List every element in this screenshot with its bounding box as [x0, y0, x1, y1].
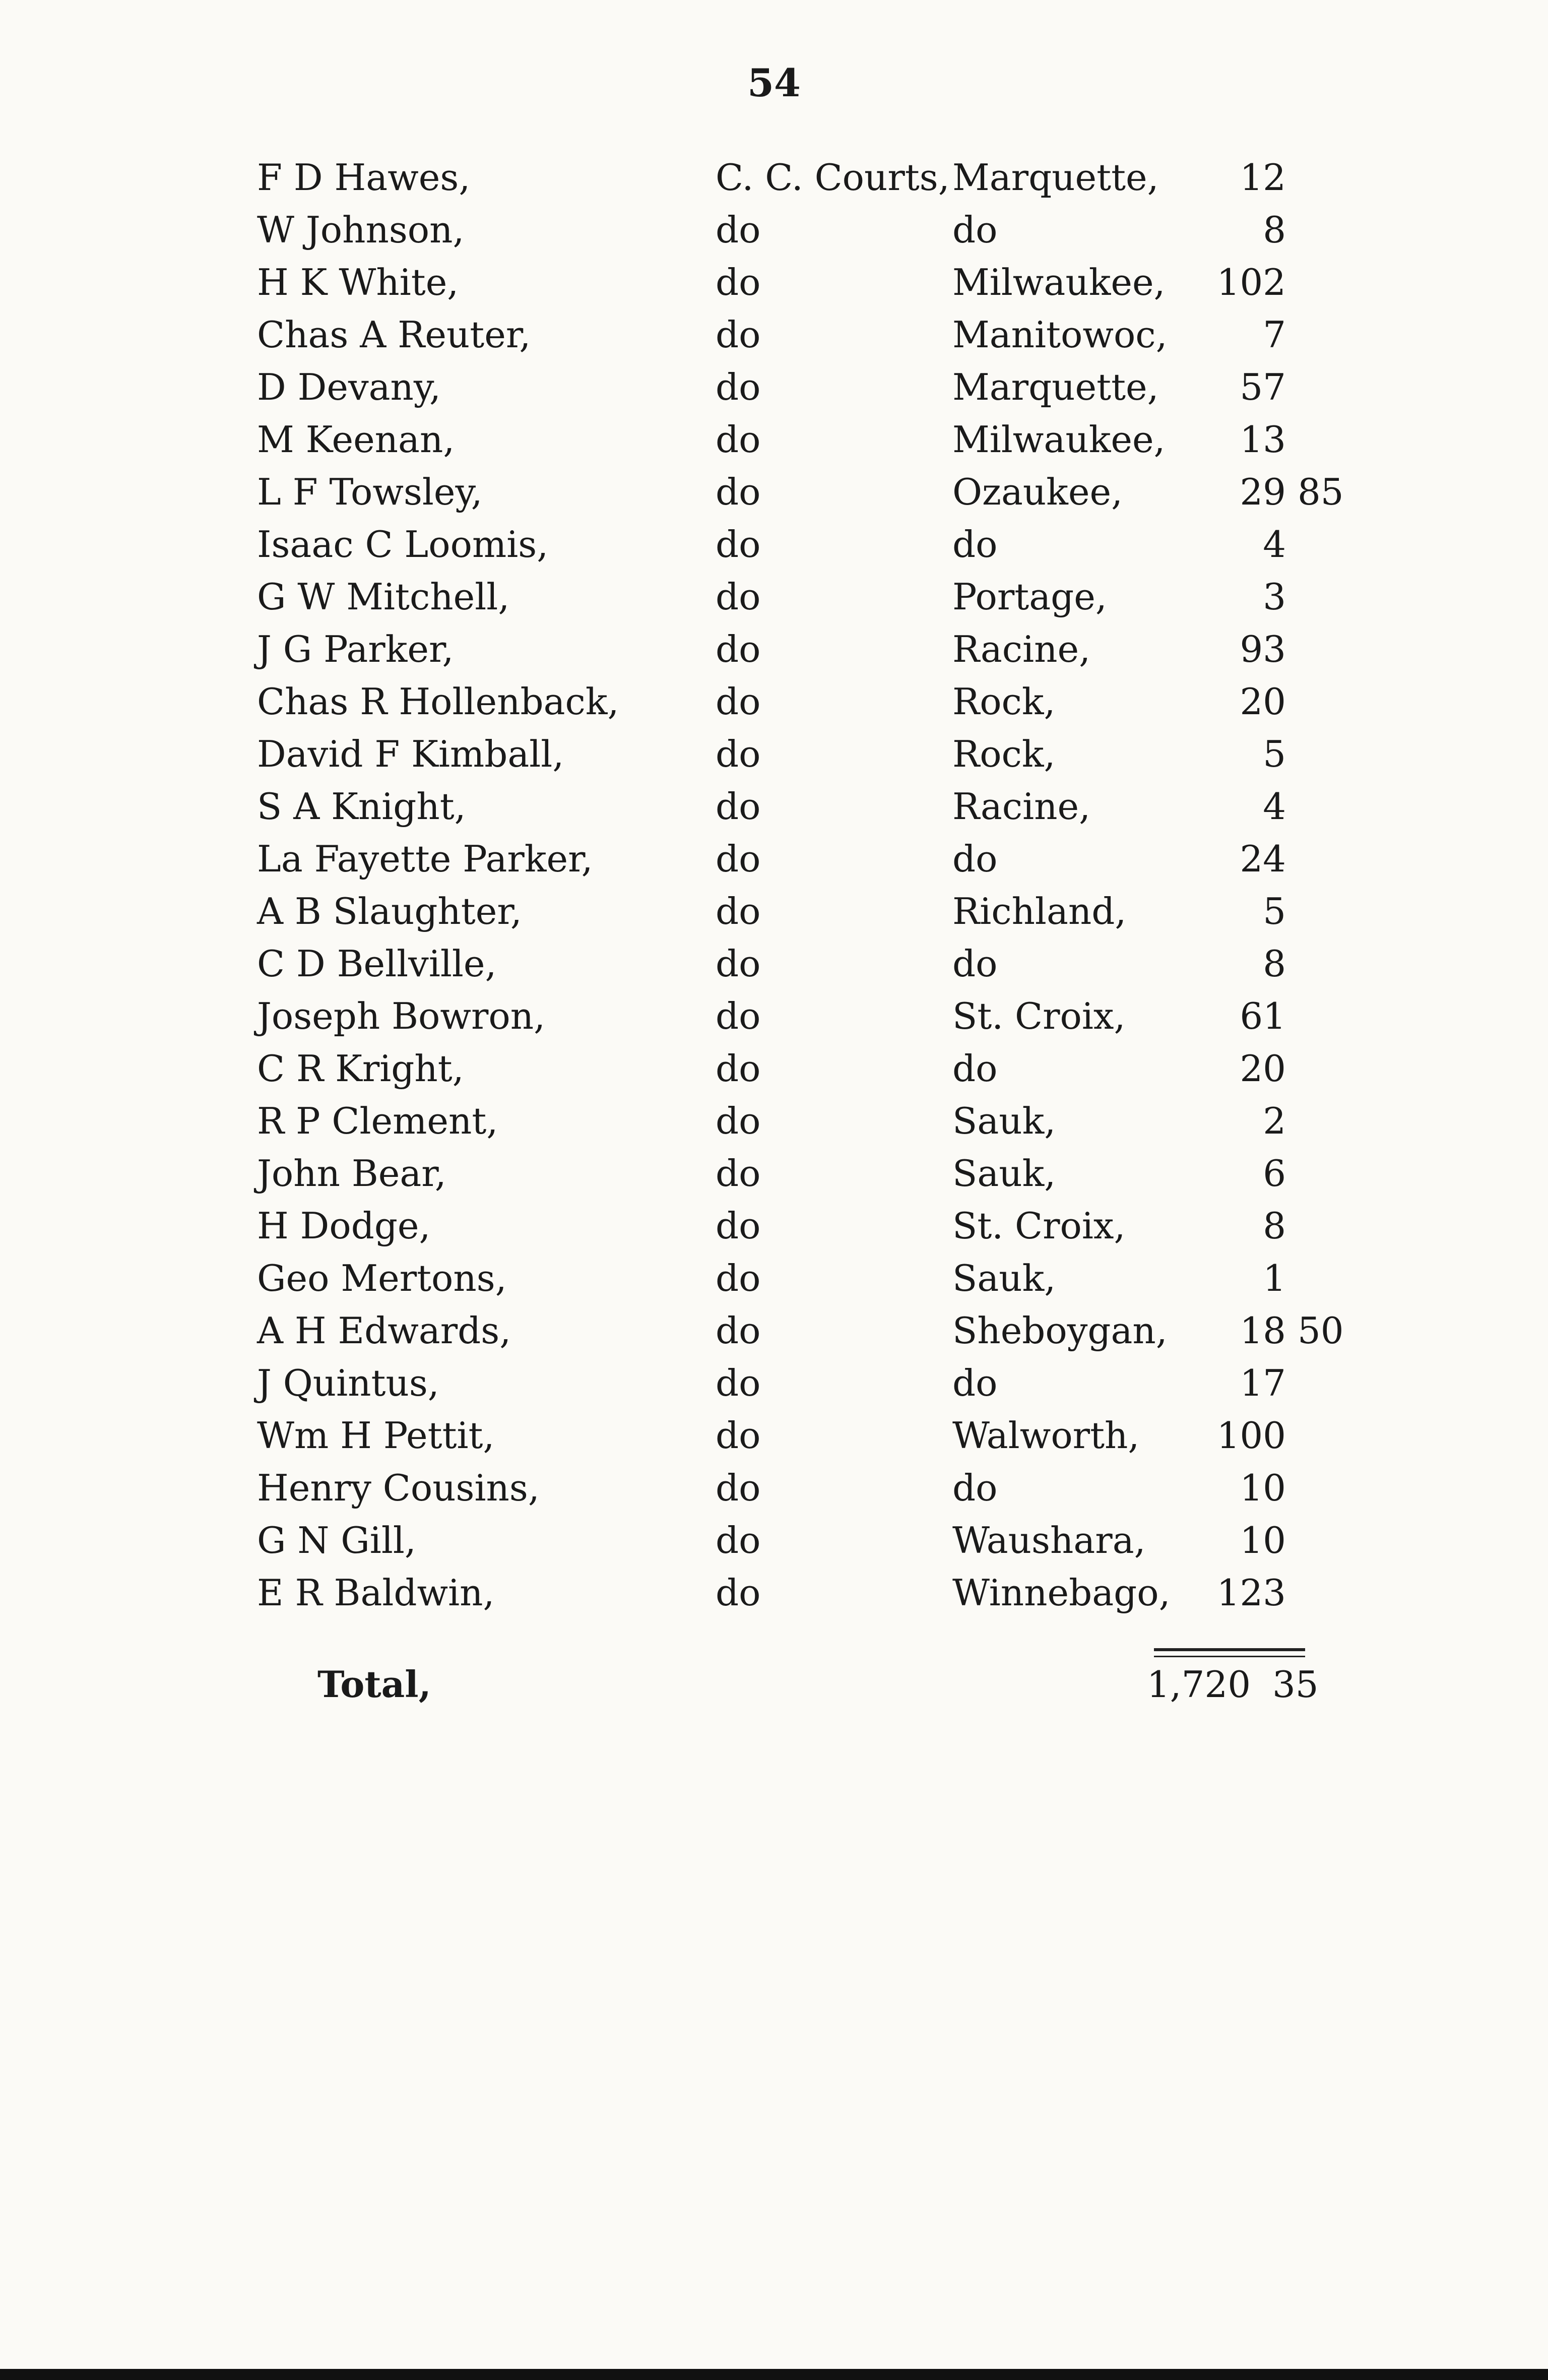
- table-row: [0, 1042, 1548, 1095]
- dollars-cell: 93: [1240, 628, 1286, 670]
- county-cell: Marquette,: [952, 156, 1159, 199]
- table-row: [0, 413, 1548, 466]
- dollars-cell: 29: [1240, 471, 1286, 513]
- dollars-cell: 10: [1240, 1467, 1286, 1509]
- ledger-table: [0, 151, 1548, 1628]
- court-cell: do: [716, 1309, 761, 1352]
- county-cell: Sauk,: [952, 1100, 1056, 1142]
- court-cell: do: [716, 1047, 761, 1090]
- county-cell: do: [952, 1047, 998, 1090]
- table-row: [0, 1304, 1548, 1357]
- dollars-cell: 20: [1240, 1047, 1286, 1090]
- county-cell: Portage,: [952, 576, 1107, 618]
- dollars-cell: 57: [1240, 366, 1286, 408]
- county-cell: Richland,: [952, 890, 1127, 932]
- court-cell: do: [716, 995, 761, 1037]
- name-cell: Wm H Pettit,: [257, 1414, 495, 1457]
- dollars-cell: 7: [1263, 314, 1286, 356]
- table-row: [0, 1514, 1548, 1567]
- table-row: [0, 780, 1548, 833]
- dollars-cell: 61: [1240, 995, 1286, 1037]
- dollars-cell: 123: [1216, 1572, 1286, 1614]
- court-cell: do: [716, 890, 761, 932]
- page-bottom-edge: [0, 2369, 1548, 2380]
- table-row: [0, 1357, 1548, 1409]
- dollars-cell: 8: [1263, 209, 1286, 251]
- name-cell: H Dodge,: [257, 1205, 431, 1247]
- county-cell: St. Croix,: [952, 1205, 1126, 1247]
- name-cell: M Keenan,: [257, 418, 455, 461]
- county-cell: Ozaukee,: [952, 471, 1123, 513]
- table-row: [0, 1147, 1548, 1200]
- table-row: [0, 728, 1548, 780]
- table-row: [0, 937, 1548, 990]
- total-cents: 35: [1272, 1663, 1319, 1706]
- table-row: [0, 990, 1548, 1042]
- table-row: [0, 1462, 1548, 1514]
- court-cell: do: [716, 576, 761, 618]
- county-cell: do: [952, 1467, 998, 1509]
- dollars-cell: 2: [1263, 1100, 1286, 1142]
- court-cell: do: [716, 1519, 761, 1561]
- county-cell: Racine,: [952, 628, 1091, 670]
- name-cell: S A Knight,: [257, 785, 466, 828]
- court-cell: do: [716, 733, 761, 775]
- court-cell: do: [716, 943, 761, 985]
- table-row: [0, 204, 1548, 256]
- table-row: [0, 151, 1548, 204]
- county-cell: St. Croix,: [952, 995, 1126, 1037]
- county-cell: Racine,: [952, 785, 1091, 828]
- table-row: [0, 885, 1548, 937]
- court-cell: do: [716, 628, 761, 670]
- name-cell: John Bear,: [257, 1152, 446, 1195]
- county-cell: Walworth,: [952, 1414, 1140, 1457]
- court-cell: do: [716, 1467, 761, 1509]
- name-cell: G W Mitchell,: [257, 576, 510, 618]
- table-row: [0, 1252, 1548, 1304]
- total-dollars: 1,720: [1146, 1663, 1251, 1706]
- dollars-cell: 20: [1240, 680, 1286, 723]
- dollars-cell: 3: [1263, 576, 1286, 618]
- court-cell: C. C. Courts,: [716, 156, 950, 199]
- dollars-cell: 17: [1240, 1362, 1286, 1404]
- name-cell: H K White,: [257, 261, 459, 303]
- county-cell: Milwaukee,: [952, 261, 1166, 303]
- name-cell: Joseph Bowron,: [257, 995, 546, 1037]
- name-cell: J G Parker,: [257, 628, 454, 670]
- court-cell: do: [716, 1572, 761, 1614]
- county-cell: do: [952, 209, 998, 251]
- table-row: [0, 623, 1548, 675]
- table-row: [0, 308, 1548, 361]
- total-rule: [1154, 1648, 1305, 1651]
- table-row: [0, 1095, 1548, 1147]
- court-cell: do: [716, 366, 761, 408]
- dollars-cell: 102: [1216, 261, 1286, 303]
- county-cell: do: [952, 1362, 998, 1404]
- dollars-cell: 13: [1240, 418, 1286, 461]
- table-row: [0, 675, 1548, 728]
- name-cell: Chas A Reuter,: [257, 314, 531, 356]
- county-cell: do: [952, 838, 998, 880]
- county-cell: Winnebago,: [952, 1572, 1171, 1614]
- court-cell: do: [716, 261, 761, 303]
- table-row: [0, 466, 1548, 518]
- name-cell: L F Towsley,: [257, 471, 483, 513]
- county-cell: Marquette,: [952, 366, 1159, 408]
- dollars-cell: 12: [1240, 156, 1286, 199]
- name-cell: La Fayette Parker,: [257, 838, 593, 880]
- name-cell: A H Edwards,: [257, 1309, 511, 1352]
- name-cell: C D Bellville,: [257, 943, 497, 985]
- court-cell: do: [716, 314, 761, 356]
- name-cell: Isaac C Loomis,: [257, 523, 549, 566]
- county-cell: do: [952, 523, 998, 566]
- page-number: 54: [747, 60, 801, 105]
- name-cell: D Devany,: [257, 366, 441, 408]
- dollars-cell: 8: [1263, 943, 1286, 985]
- name-cell: J Quintus,: [257, 1362, 439, 1404]
- table-row: [0, 361, 1548, 413]
- cents-cell: 85: [1298, 471, 1344, 513]
- name-cell: W Johnson,: [257, 209, 465, 251]
- county-cell: Rock,: [952, 680, 1056, 723]
- name-cell: F D Hawes,: [257, 156, 471, 199]
- court-cell: do: [716, 1362, 761, 1404]
- table-row: [0, 256, 1548, 308]
- total-row: [0, 1658, 1548, 1711]
- court-cell: do: [716, 1100, 761, 1142]
- dollars-cell: 10: [1240, 1519, 1286, 1561]
- court-cell: do: [716, 1414, 761, 1457]
- table-row: [0, 1409, 1548, 1462]
- court-cell: do: [716, 209, 761, 251]
- court-cell: do: [716, 523, 761, 566]
- county-cell: Rock,: [952, 733, 1056, 775]
- cents-cell: 50: [1298, 1309, 1344, 1352]
- table-row: [0, 1567, 1548, 1619]
- court-cell: do: [716, 418, 761, 461]
- dollars-cell: 5: [1263, 733, 1286, 775]
- name-cell: C R Kright,: [257, 1047, 464, 1090]
- dollars-cell: 5: [1263, 890, 1286, 932]
- county-cell: do: [952, 943, 998, 985]
- county-cell: Sauk,: [952, 1257, 1056, 1299]
- table-row: [0, 833, 1548, 885]
- table-row: [0, 518, 1548, 571]
- table-row: [0, 571, 1548, 623]
- court-cell: do: [716, 838, 761, 880]
- name-cell: A B Slaughter,: [257, 890, 522, 932]
- court-cell: do: [716, 1152, 761, 1195]
- dollars-cell: 1: [1263, 1257, 1286, 1299]
- total-label: Total,: [317, 1663, 431, 1706]
- total-rule-thin: [1154, 1656, 1305, 1657]
- county-cell: Milwaukee,: [952, 418, 1166, 461]
- dollars-cell: 6: [1263, 1152, 1286, 1195]
- dollars-cell: 100: [1216, 1414, 1286, 1457]
- county-cell: Sheboygan,: [952, 1309, 1168, 1352]
- name-cell: R P Clement,: [257, 1100, 498, 1142]
- dollars-cell: 18: [1240, 1309, 1286, 1352]
- name-cell: Chas R Hollenback,: [257, 680, 619, 723]
- name-cell: David F Kimball,: [257, 733, 564, 775]
- court-cell: do: [716, 1257, 761, 1299]
- name-cell: Geo Mertons,: [257, 1257, 507, 1299]
- name-cell: E R Baldwin,: [257, 1572, 495, 1614]
- county-cell: Sauk,: [952, 1152, 1056, 1195]
- name-cell: Henry Cousins,: [257, 1467, 540, 1509]
- court-cell: do: [716, 1205, 761, 1247]
- name-cell: G N Gill,: [257, 1519, 416, 1561]
- county-cell: Waushara,: [952, 1519, 1146, 1561]
- court-cell: do: [716, 471, 761, 513]
- dollars-cell: 4: [1263, 785, 1286, 828]
- court-cell: do: [716, 785, 761, 828]
- dollars-cell: 4: [1263, 523, 1286, 566]
- table-row: [0, 1200, 1548, 1252]
- county-cell: Manitowoc,: [952, 314, 1168, 356]
- dollars-cell: 8: [1263, 1205, 1286, 1247]
- dollars-cell: 24: [1240, 838, 1286, 880]
- court-cell: do: [716, 680, 761, 723]
